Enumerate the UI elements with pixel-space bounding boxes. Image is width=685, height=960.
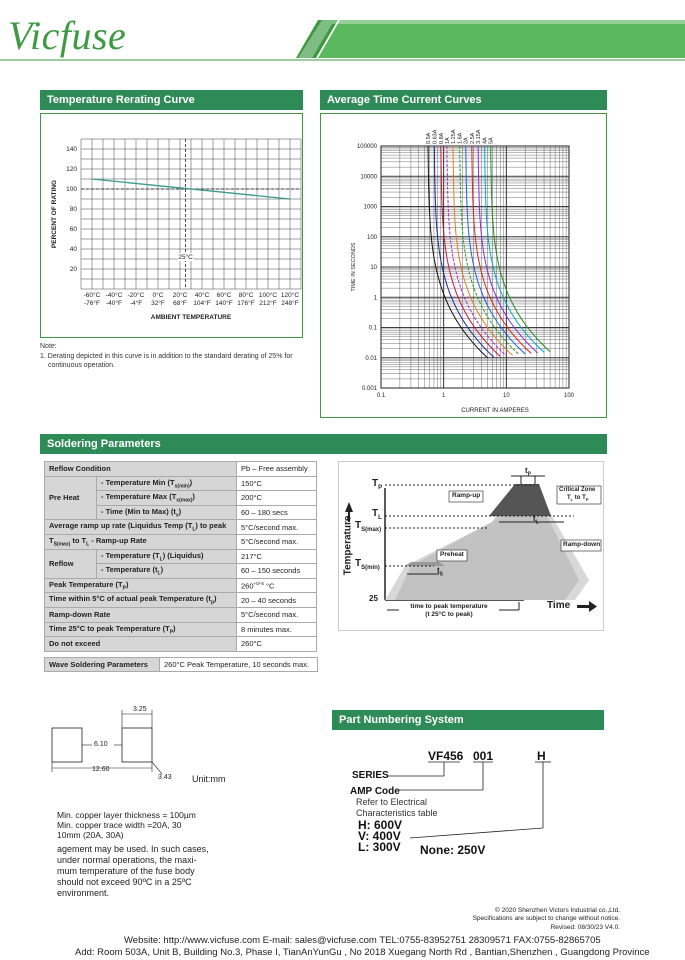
tt-label: - Temperature $(t_L)$ bbox=[97, 564, 237, 579]
ramp-label: Average ramp up rate (Liquidus Temp $(T_L)$ to peak bbox=[45, 520, 237, 535]
x-tick-label-c: -20°C bbox=[127, 292, 145, 299]
y-tick-label: 0.01 bbox=[365, 355, 377, 362]
x-tick-label-c: 80°C bbox=[238, 292, 254, 299]
note-title: Note: bbox=[40, 343, 57, 350]
x-tick-label-f: 212°F bbox=[259, 300, 277, 307]
dim-gap: 6.10 bbox=[94, 741, 108, 748]
tmin-label: - Temperature Min $(T_{s(min)})$ bbox=[97, 476, 237, 491]
x-axis-label: AMBIENT TEMPERATURE bbox=[150, 314, 232, 321]
tcc-curve bbox=[485, 146, 544, 352]
curve-label: 4A bbox=[482, 137, 489, 144]
curve-label: 1A bbox=[444, 137, 451, 144]
amp-sub2: Characteristics table bbox=[356, 808, 438, 818]
x-tick-label-c: -40°C bbox=[105, 292, 123, 299]
y-axis-label: TIME IN SECONDS bbox=[351, 242, 357, 292]
y-tick-label: 0.1 bbox=[368, 325, 377, 332]
x-tick-label-f: 248°F bbox=[281, 300, 299, 307]
dim-total: 12.60 bbox=[92, 766, 110, 773]
avgtime-chart bbox=[321, 114, 608, 419]
curve-label: 0.5A bbox=[426, 132, 433, 144]
t25-value: 8 minutes max. bbox=[237, 622, 317, 637]
x-tick-label-c: 20°C bbox=[172, 292, 188, 299]
within-label: Time within 5°C of actual peak Temperature $(t_p)$ bbox=[45, 593, 237, 608]
y-tick-label: 1 bbox=[373, 295, 377, 302]
x-tick-label-f: -40°F bbox=[106, 300, 122, 307]
wave-label: Wave Soldering Parameters bbox=[45, 657, 160, 672]
tl-axis-label: $T_L$ bbox=[372, 508, 382, 521]
x-tick-label-c: 100°C bbox=[258, 292, 278, 299]
header-banner bbox=[0, 0, 685, 70]
x-tick-label-f: 68°F bbox=[173, 300, 187, 307]
tmax-label: - Temperature Max $(T_{s(max)})$ bbox=[97, 491, 237, 506]
reflow-profile-frame bbox=[338, 461, 604, 631]
tsmax-label: $T_{S(max)}$ to $T_L$ - Ramp-up Rate bbox=[45, 534, 237, 549]
x-tick-label-c: -60°C bbox=[83, 292, 101, 299]
x-tick-label-c: 40°C bbox=[194, 292, 210, 299]
peak-label: Peak Temperature $(T_P)$ bbox=[45, 578, 237, 593]
rerating-chart-frame bbox=[40, 113, 303, 338]
tsmax-value: 5°C/second max. bbox=[237, 534, 317, 549]
dne-value: 260°C bbox=[237, 637, 317, 652]
x-tick-label: 10 bbox=[502, 393, 510, 399]
ramp-value: 5°C/second max. bbox=[237, 520, 317, 535]
dim-height: 3.43 bbox=[158, 774, 172, 781]
tsmax-axis-label: $T_{S(max)}$ bbox=[355, 520, 382, 533]
tl-time-label: $t_L$ bbox=[533, 514, 539, 526]
critical-zone-label: Critical Zone bbox=[559, 487, 596, 493]
reflow-label: Reflow bbox=[45, 549, 97, 578]
none-code: None: 250V bbox=[420, 843, 486, 857]
y-tick-label: 100 bbox=[66, 186, 77, 193]
avgtime-title: Average Time Current Curves bbox=[320, 90, 607, 110]
peak-note: time to peak temperature (t 25°C to peak) bbox=[399, 603, 499, 619]
t25-axis-label: 25 bbox=[369, 594, 378, 603]
y-tick-label: 10000 bbox=[360, 174, 377, 181]
rerating-title: Temperature Rerating Curve bbox=[40, 90, 303, 110]
wave-value: 260°C Peak Temperature, 10 seconds max. bbox=[160, 657, 318, 672]
management-text: agement may be used. In such cases, under normal operations, the maxi- mum temperature of the fuse body should not exceed 90ºC in a 25ºC environment. bbox=[57, 844, 209, 898]
tp-label: $T_P$ bbox=[372, 478, 383, 491]
rampup-label: Ramp-up bbox=[452, 492, 481, 499]
pn-code-amp: 001 bbox=[473, 749, 494, 763]
dne-label: Do not exceed bbox=[45, 637, 237, 652]
soldering-title: Soldering Parameters bbox=[40, 434, 607, 454]
tmax-value: 200°C bbox=[237, 491, 317, 506]
reflow-condition-value: Pb – Free assembly bbox=[237, 462, 317, 477]
tmin-value: 150°C bbox=[237, 476, 317, 491]
y-tick-label: 10 bbox=[370, 265, 377, 271]
x-axis-label: CURRENT IN AMPERES bbox=[461, 408, 529, 414]
footer-contact: Website: http://www.vicfuse.com E-mail: sales@vicfuse.com TEL:0755-83952751 28309571 FAX:0755-82865705 bbox=[124, 935, 601, 946]
x-tick-label: 0.1 bbox=[376, 393, 386, 399]
tl-label: - Temperature $(T_L)$ (Liquidus) bbox=[97, 549, 237, 564]
rerating-chart bbox=[41, 114, 304, 339]
x-tick-label-f: -76°F bbox=[84, 300, 100, 307]
y-tick-label: 100000 bbox=[356, 144, 377, 150]
x-tick-label-f: 176°F bbox=[237, 300, 255, 307]
series-label: SERIES bbox=[352, 770, 389, 781]
critical-zone-range: $T_L$ to $T_P$ bbox=[567, 495, 589, 503]
pn-code: VF456 bbox=[428, 749, 464, 763]
x-tick-label-f: -4°F bbox=[129, 300, 143, 307]
y-tick-label: 0.001 bbox=[361, 386, 377, 392]
voltage-codes: H: 600V V: 400V L: 300V bbox=[358, 818, 403, 854]
footer-legal: © 2020 Shenzhen Victors Industrial co.,Ltd. Specifications are subject to change without notice. Revised: 08/30/23 V4.0. bbox=[472, 907, 620, 931]
x-tick-label-c: 60°C bbox=[216, 292, 232, 299]
t25-label: Time 25°C to peak Temperature $(T_P)$ bbox=[45, 622, 237, 637]
time-axis-label: Time bbox=[547, 600, 571, 611]
y-tick-label: 80 bbox=[69, 206, 77, 213]
tsmin-axis-label: $T_{S(min)}$ bbox=[355, 558, 380, 571]
curve-label: 2A bbox=[463, 137, 470, 144]
tl-value: 217°C bbox=[237, 549, 317, 564]
peak-value: $260^{+0/-5}$ °C bbox=[237, 578, 317, 593]
dim-width: 3.25 bbox=[133, 706, 147, 713]
curve-label: 0.63A bbox=[432, 129, 439, 144]
y-tick-label: 1000 bbox=[363, 204, 377, 211]
note-line-2: continuous operation. bbox=[48, 362, 115, 369]
unit-label: Unit:mm bbox=[192, 774, 226, 784]
ts-time-label: $t_S$ bbox=[437, 566, 444, 578]
rampdown-label: Ramp-down Rate bbox=[45, 607, 237, 622]
tt-value: 60 – 150 seconds bbox=[237, 564, 317, 579]
y-tick-label: 120 bbox=[66, 166, 77, 173]
rampdown-value: 5°C/second max. bbox=[237, 607, 317, 622]
x-tick-label-f: 32°F bbox=[151, 300, 165, 307]
curve-label: 1.6A bbox=[457, 132, 464, 144]
y-tick-label: 20 bbox=[69, 266, 77, 273]
tcc-curve bbox=[472, 146, 532, 354]
note-line-1: 1. Derating depicted in this curve is in addition to the standard derating of 25% for bbox=[40, 353, 293, 360]
preheat-label: Preheat bbox=[440, 551, 464, 558]
curve-label: 5A bbox=[488, 137, 495, 144]
curve-label: 1.25A bbox=[450, 129, 457, 144]
x-tick-label-c: 120°C bbox=[280, 292, 300, 299]
x-tick-label-f: 104°F bbox=[193, 300, 211, 307]
ts-value: 60 – 180 secs bbox=[237, 505, 317, 520]
tp-time-label: $t_P$ bbox=[525, 466, 532, 478]
tcc-curve bbox=[478, 146, 537, 353]
x-tick-label: 1 bbox=[441, 393, 446, 399]
avgtime-chart-frame bbox=[320, 113, 607, 418]
footer-address: Add: Room 503A, Unit B, Building No.3, Phase I, TianAnYunGu , No 2018 Xuegang North Rd , Bantian,Shenzhen , Guangdong Province bbox=[75, 947, 650, 958]
x-tick-label: 100 bbox=[563, 393, 575, 399]
amp-label: AMP Code bbox=[350, 786, 400, 797]
y-tick-label: 100 bbox=[366, 234, 377, 241]
curve-label: 0.8A bbox=[438, 132, 445, 144]
x-tick-label-c: 0°C bbox=[152, 292, 164, 299]
y-tick-label: 60 bbox=[69, 226, 77, 233]
y-tick-label: 140 bbox=[66, 146, 77, 153]
marker-25c: 25°C bbox=[178, 254, 193, 261]
preheat-label: Pre Heat bbox=[45, 476, 97, 520]
y-tick-label: 40 bbox=[69, 246, 77, 253]
x-tick-label-f: 140°F bbox=[215, 300, 233, 307]
pn-code-volt: H bbox=[537, 749, 546, 763]
company-logo: Vicfuse bbox=[8, 13, 127, 58]
reflow-condition-label: Reflow Condition bbox=[45, 462, 237, 477]
ts-label: - Time (Min to Max) $(t_s)$ bbox=[97, 505, 237, 520]
rampdown-label: Ramp-down bbox=[563, 541, 601, 548]
curve-label: 2.5A bbox=[469, 132, 476, 144]
partnum-title: Part Numbering System bbox=[332, 710, 604, 730]
copper-text: Min. copper layer thickness = 100µm Min. copper trace width =20A, 30 10mm (20A, 30A) bbox=[57, 810, 196, 840]
curve-label: 3.15A bbox=[476, 129, 483, 144]
y-axis-label: PERCENT OF RATING bbox=[51, 179, 58, 249]
within-value: 20 – 40 seconds bbox=[237, 593, 317, 608]
temperature-axis-label: Temperature bbox=[342, 515, 354, 576]
soldering-table bbox=[44, 461, 318, 672]
amp-sub1: Refer to Electrical bbox=[356, 797, 428, 807]
